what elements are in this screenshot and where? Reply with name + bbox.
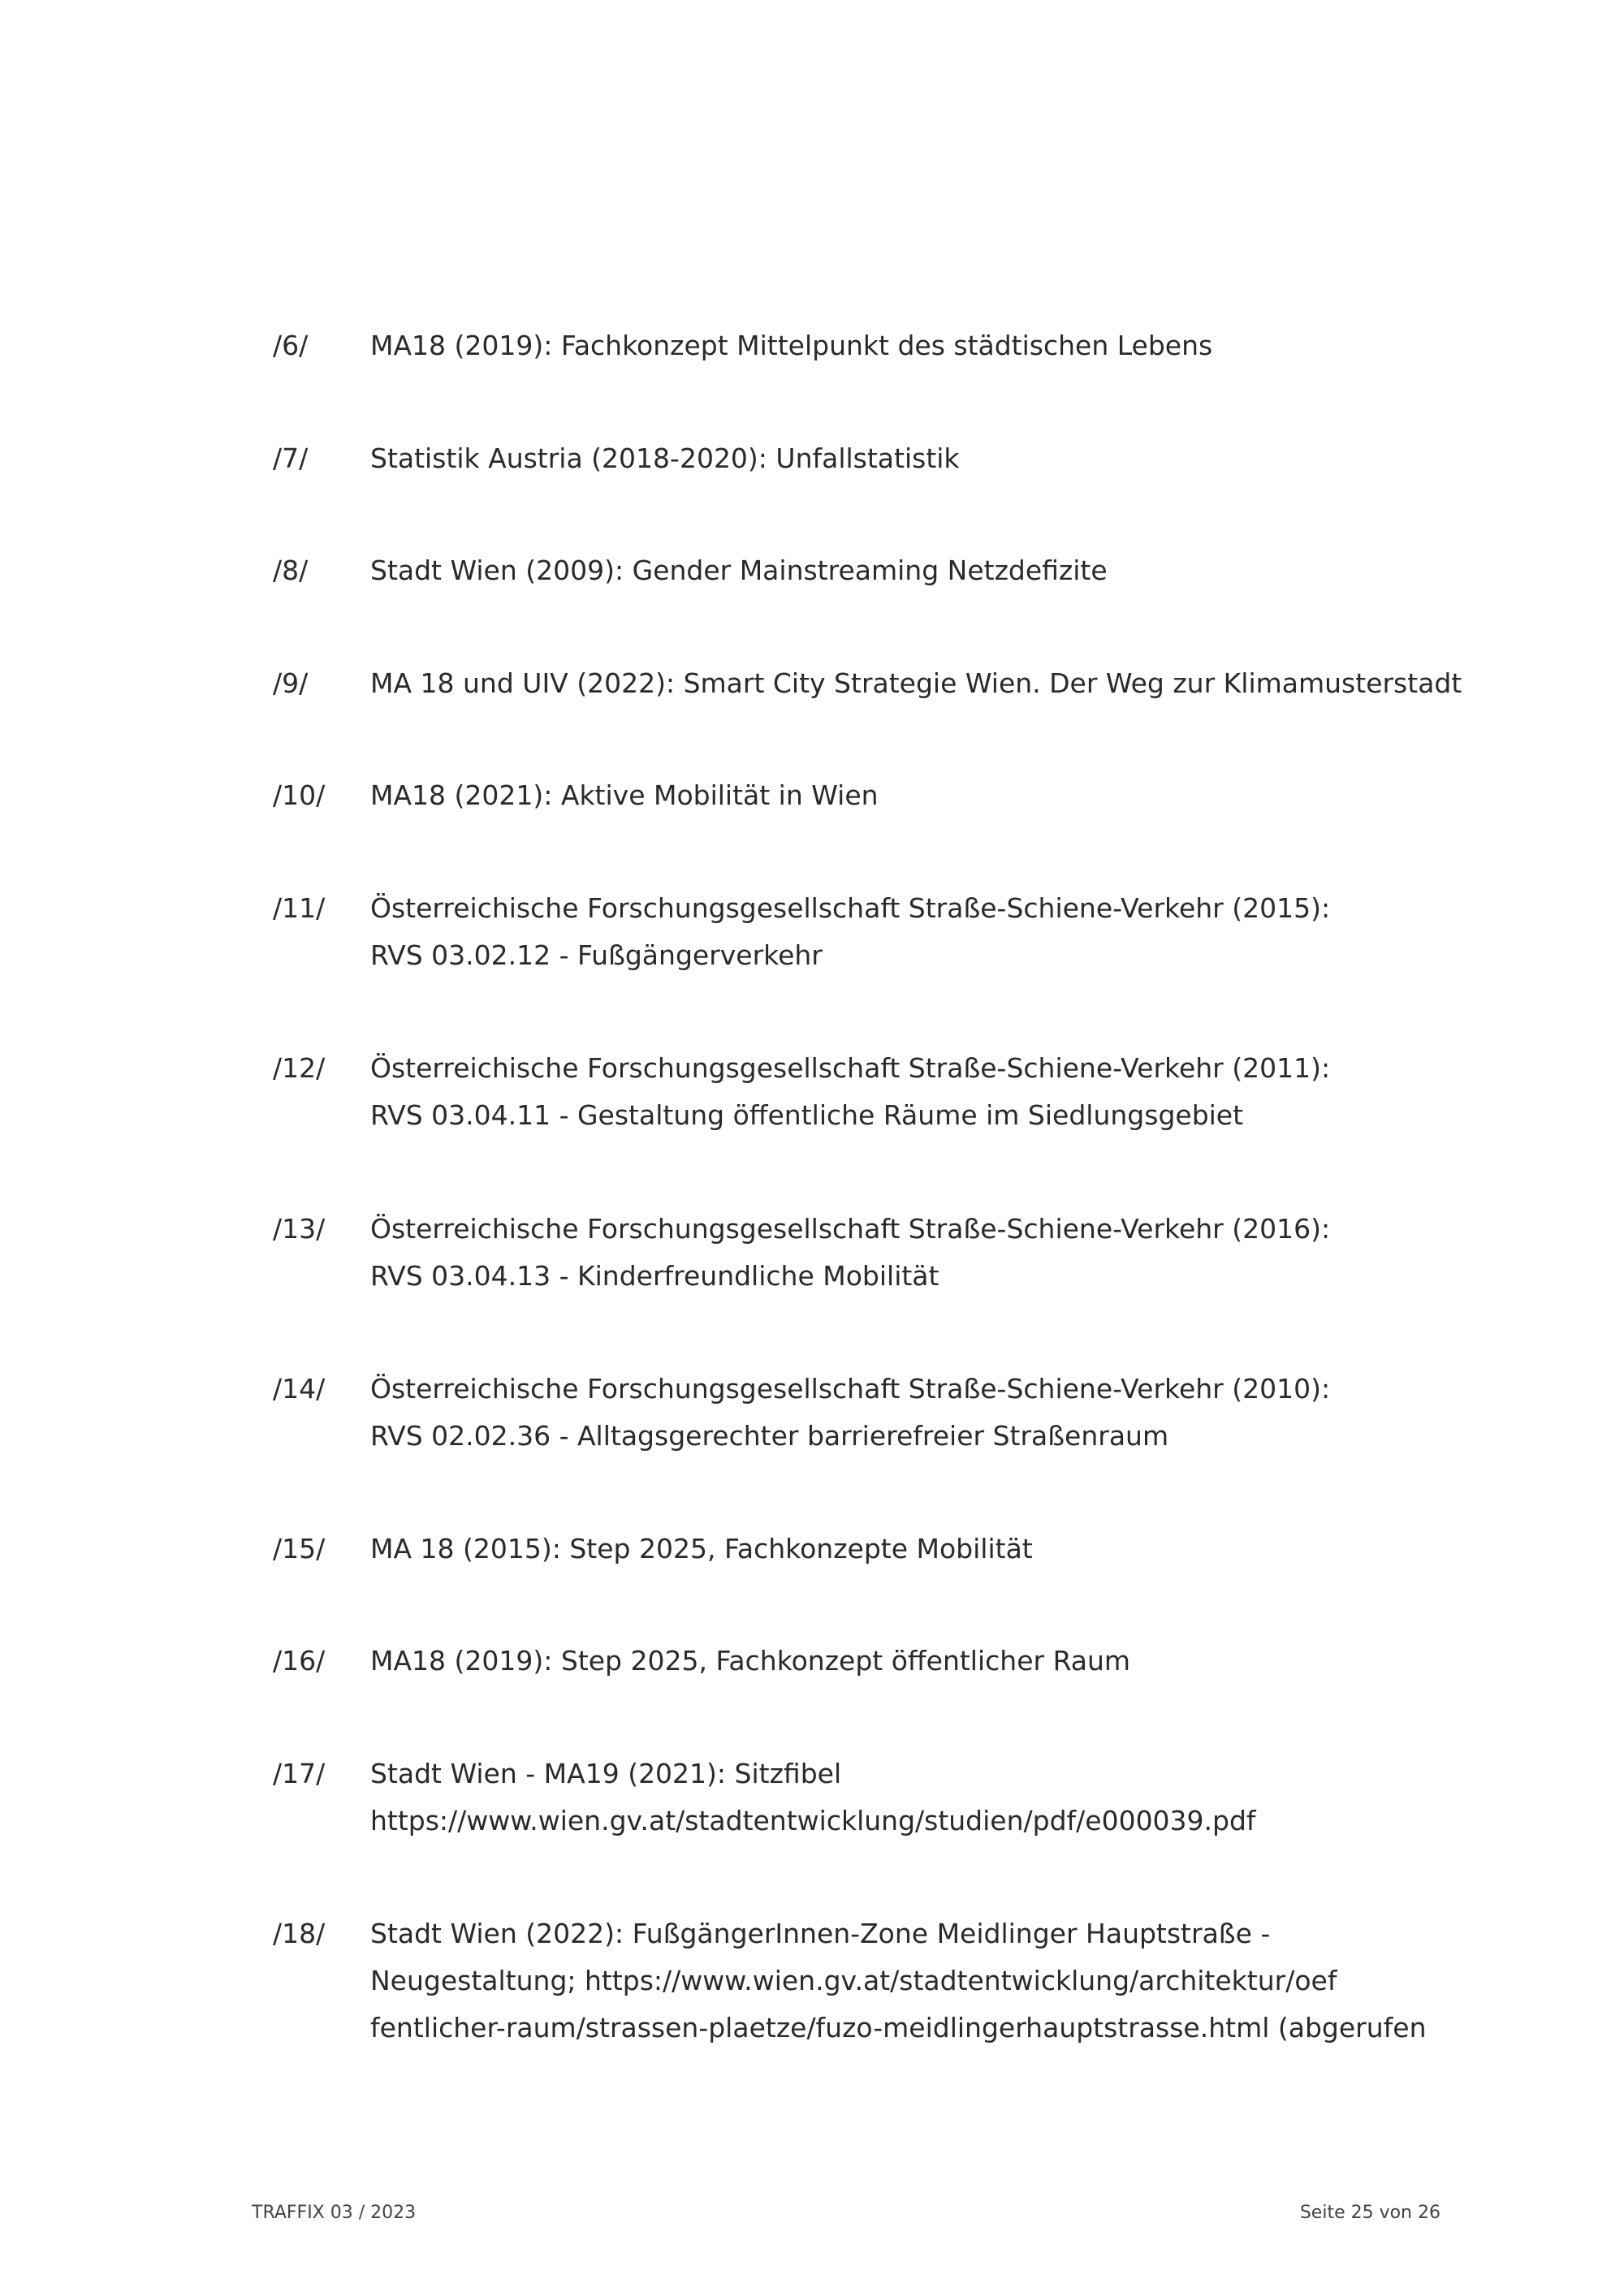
reference-number: /17/ bbox=[273, 1758, 326, 1789]
reference-number: /8/ bbox=[273, 555, 309, 586]
reference-text bbox=[370, 1526, 1426, 1573]
reference-line: Statistik Austria (2018-2020): Unfallstatistik bbox=[370, 442, 960, 474]
reference-line: RVS 03.04.13 - Kinderfreundliche Mobilität bbox=[370, 1260, 939, 1292]
reference-text bbox=[370, 322, 1426, 369]
reference-line: RVS 03.04.11 - Gestaltung öffentliche Räume im Siedlungsgebiet bbox=[370, 1099, 1244, 1131]
reference-text bbox=[370, 435, 1426, 482]
reference-number: /14/ bbox=[273, 1373, 326, 1405]
reference-text bbox=[370, 1045, 1426, 1139]
reference-number: /13/ bbox=[273, 1213, 326, 1245]
reference-line: Österreichische Forschungsgesellschaft Straße-Schiene-Verkehr (2016): bbox=[370, 1213, 1331, 1245]
reference-text bbox=[370, 1750, 1426, 1845]
reference-text bbox=[370, 660, 1462, 707]
reference-url-link[interactable]: fentlicher-raum/strassen-plaetze/fuzo-meidlingerhauptstrasse.html (abgerufen bbox=[370, 2012, 1427, 2044]
reference-line: MA18 (2021): Aktive Mobilität in Wien bbox=[370, 779, 879, 811]
reference-line: MA 18 und UIV (2022): Smart City Strategie Wien. Der Weg zur Klimamusterstadt bbox=[370, 667, 1462, 699]
reference-number: /11/ bbox=[273, 892, 326, 924]
reference-number: /6/ bbox=[273, 330, 309, 361]
reference-number: /15/ bbox=[273, 1533, 326, 1564]
reference-text bbox=[370, 1206, 1426, 1300]
reference-line: RVS 02.02.36 - Alltagsgerechter barrierefreier Straßenraum bbox=[370, 1420, 1169, 1452]
footer-publication: TRAFFIX 03 / 2023 bbox=[252, 2203, 417, 2223]
reference-line: Österreichische Forschungsgesellschaft Straße-Schiene-Verkehr (2011): bbox=[370, 1052, 1331, 1084]
footer-page-number: Seite 25 von 26 bbox=[1299, 2203, 1440, 2223]
reference-text bbox=[370, 547, 1426, 594]
reference-number: /7/ bbox=[273, 442, 309, 474]
reference-line: Österreichische Forschungsgesellschaft Straße-Schiene-Verkehr (2010): bbox=[370, 1373, 1331, 1405]
reference-text bbox=[370, 772, 1426, 819]
reference-line: MA18 (2019): Step 2025, Fachkonzept öffentlicher Raum bbox=[370, 1645, 1131, 1677]
reference-line: Stadt Wien (2022): FußgängerInnen-Zone Meidlinger Hauptstraße - bbox=[370, 1918, 1271, 1949]
reference-line: Stadt Wien - MA19 (2021): Sitzfibel bbox=[370, 1758, 842, 1789]
reference-url-link[interactable]: Neugestaltung; https://www.wien.gv.at/stadtentwicklung/architektur/oef bbox=[370, 1965, 1337, 1996]
reference-text bbox=[370, 885, 1426, 979]
reference-number: /12/ bbox=[273, 1052, 326, 1084]
reference-line: Stadt Wien (2009): Gender Mainstreaming Netzdefizite bbox=[370, 555, 1108, 586]
reference-text bbox=[370, 1638, 1426, 1685]
reference-url-link[interactable]: https://www.wien.gv.at/stadtentwicklung/studien/pdf/e000039.pdf bbox=[370, 1805, 1256, 1836]
reference-line: MA18 (2019): Fachkonzept Mittelpunkt des städtischen Lebens bbox=[370, 330, 1213, 361]
reference-text bbox=[370, 1910, 1426, 2052]
reference-number: /9/ bbox=[273, 667, 309, 699]
reference-line: Österreichische Forschungsgesellschaft Straße-Schiene-Verkehr (2015): bbox=[370, 892, 1331, 924]
reference-number: /10/ bbox=[273, 779, 326, 811]
reference-line: RVS 03.02.12 - Fußgängerverkehr bbox=[370, 939, 823, 971]
reference-text bbox=[370, 1366, 1426, 1460]
reference-number: /18/ bbox=[273, 1918, 326, 1949]
reference-line: MA 18 (2015): Step 2025, Fachkonzepte Mobilität bbox=[370, 1533, 1033, 1564]
reference-number: /16/ bbox=[273, 1645, 326, 1677]
